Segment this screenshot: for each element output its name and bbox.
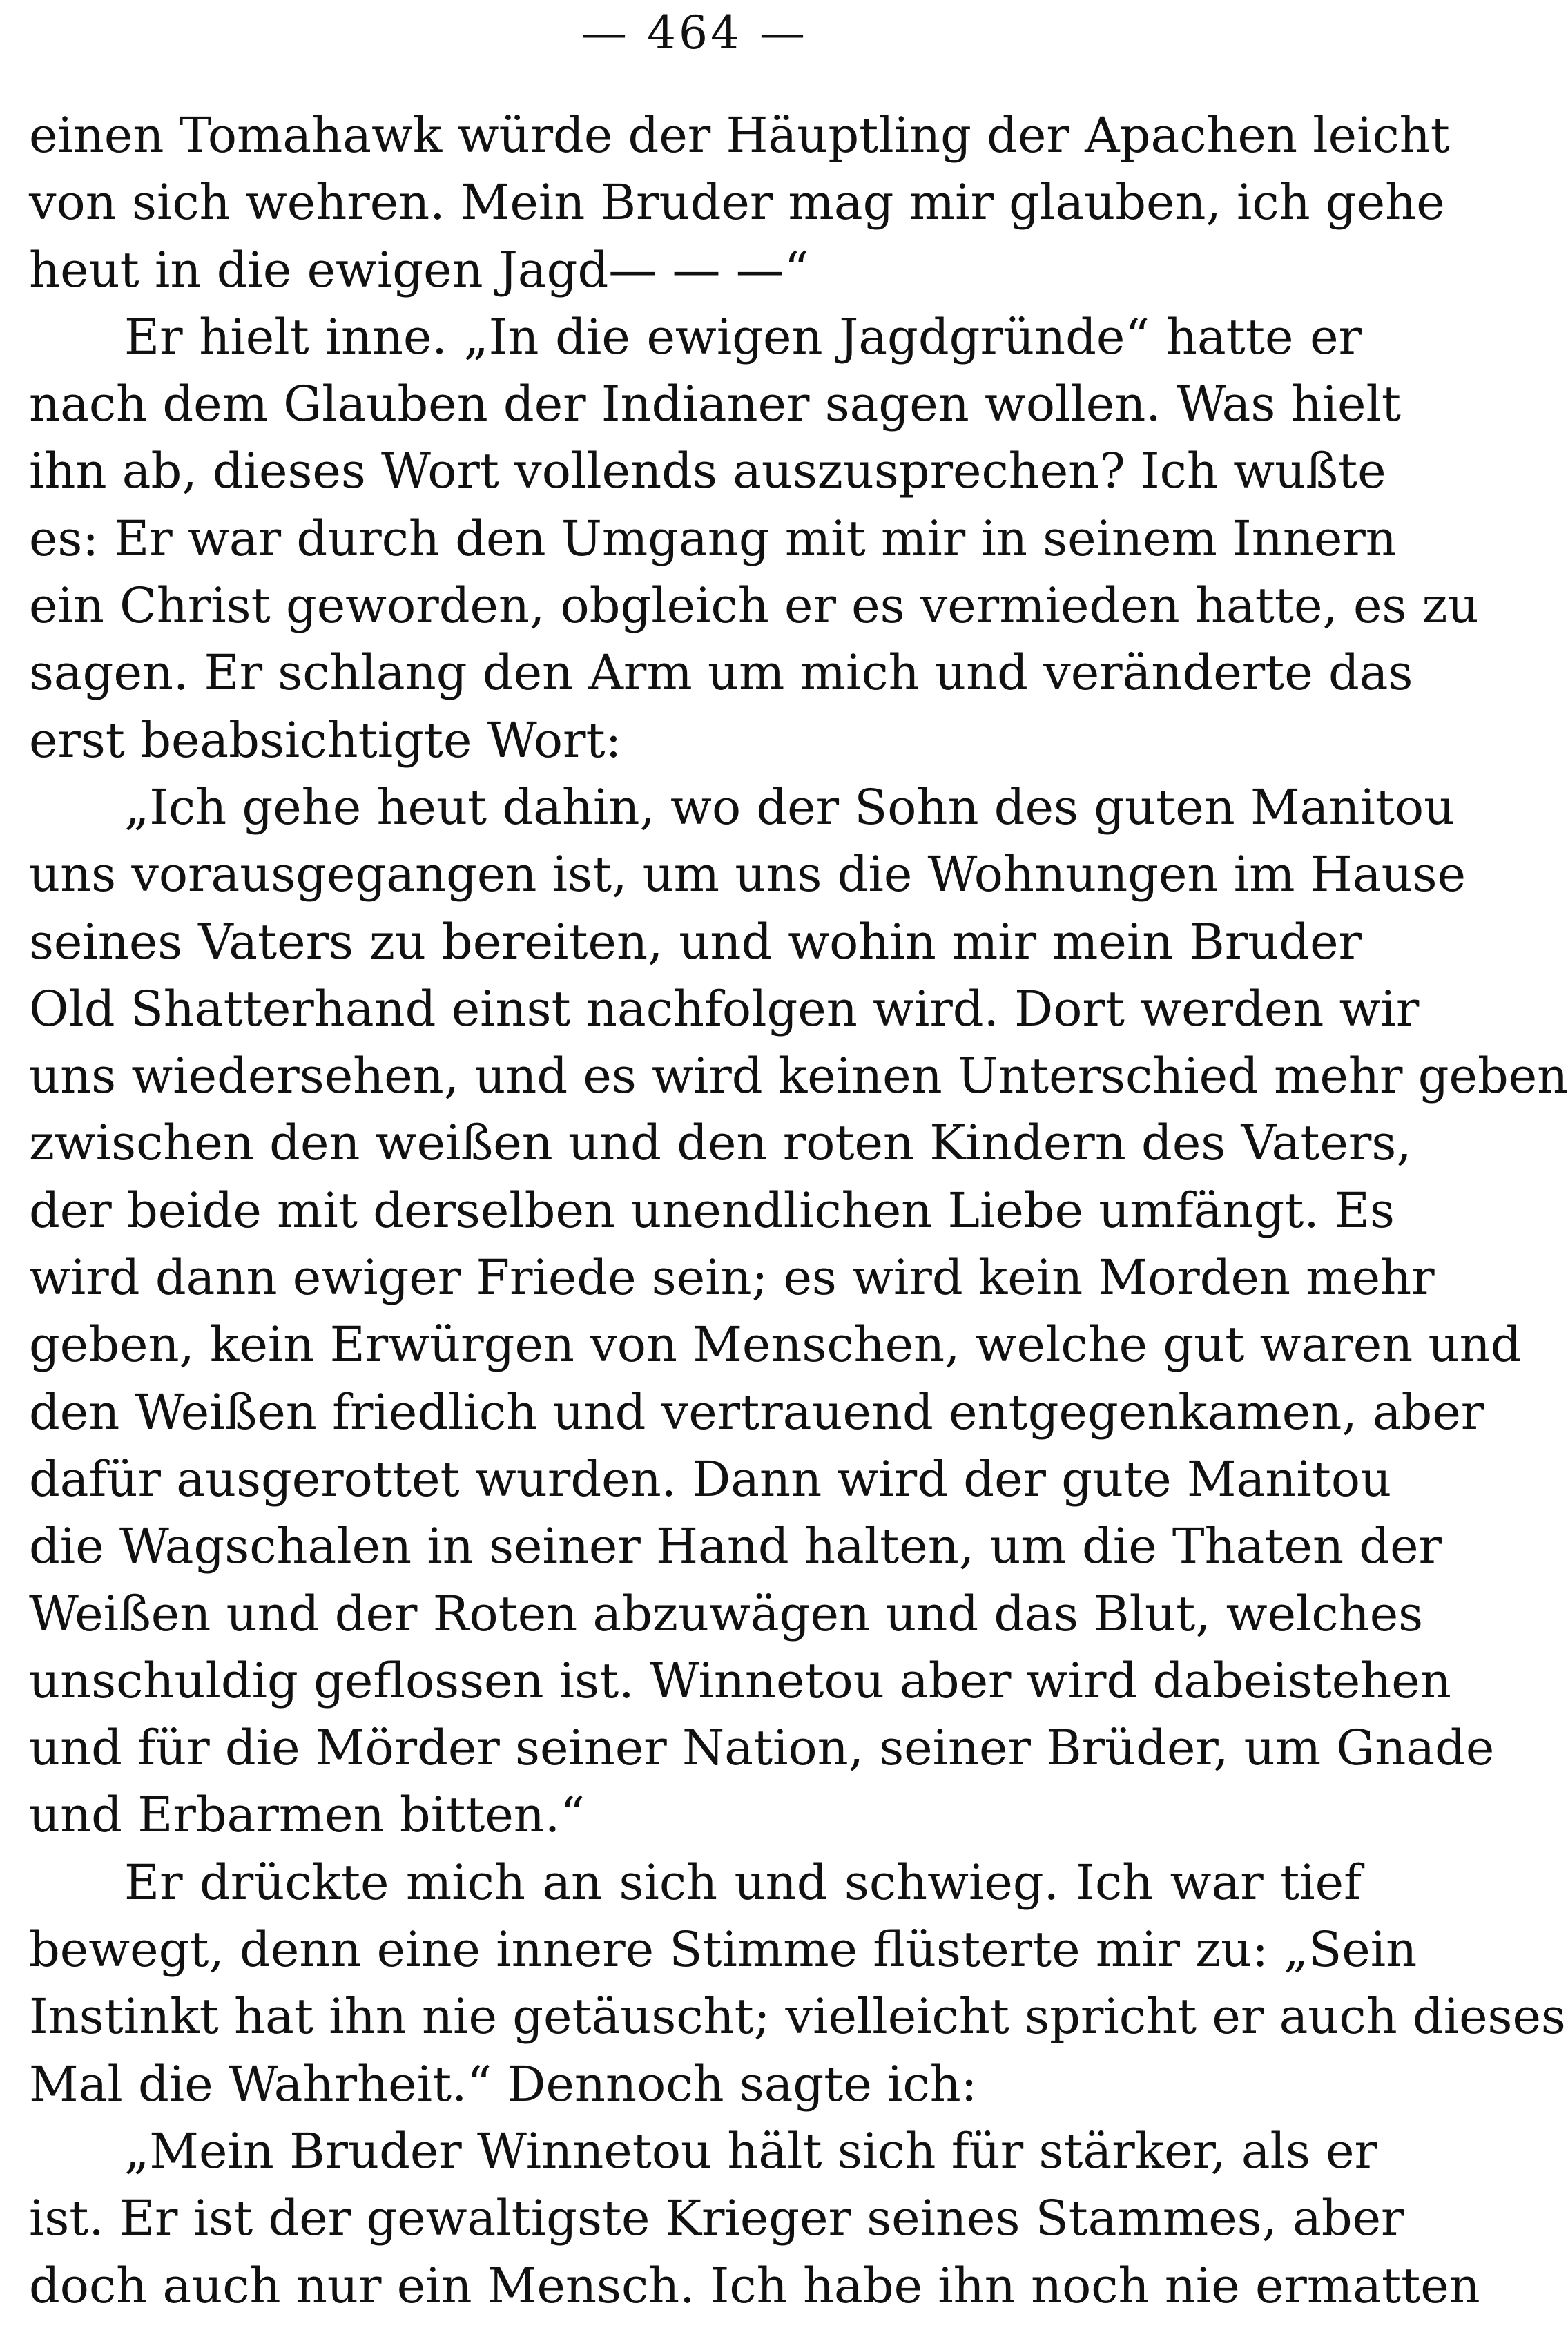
text-line: doch auch nur ein Mensch. Ich habe ihn noch nie ermatten xyxy=(29,2257,1480,2314)
text-line: der beide mit derselben unendlichen Liebe umfängt. Es xyxy=(29,1182,1395,1239)
page-number: — 464 — xyxy=(581,6,808,59)
text-line: einen Tomahawk würde der Häuptling der Apachen leicht xyxy=(29,107,1450,164)
text-line: es: Er war durch den Umgang mit mir in seinem Innern xyxy=(29,510,1397,567)
text-line: sagen. Er schlang den Arm um mich und veränderte das xyxy=(29,644,1413,702)
text-line: Old Shatterhand einst nachfolgen wird. Dort werden wir xyxy=(29,980,1420,1037)
text-line: erst beabsichtigte Wort: xyxy=(29,711,622,769)
paragraph-start-line: Er hielt inne. „In die ewigen Jagdgründe“ hatte er xyxy=(124,308,1362,365)
text-line: wird dann ewiger Friede sein; es wird kein Morden mehr xyxy=(29,1249,1435,1307)
text-line: ihn ab, dieses Wort vollends auszusprechen? Ich wußte xyxy=(29,443,1386,500)
text-line: dafür ausgerottet wurden. Dann wird der gute Manitou xyxy=(29,1450,1392,1508)
text-line: ist. Er ist der gewaltigste Krieger seines Stammes, aber xyxy=(29,2190,1404,2247)
text-line: den Weißen friedlich und vertrauend entgegenkamen, aber xyxy=(29,1383,1484,1441)
text-line: und Erbarmen bitten.“ xyxy=(29,1787,585,1844)
text-line: ein Christ geworden, obgleich er es vermieden hatte, es zu xyxy=(29,577,1479,635)
paragraph-start-line: Er drückte mich an sich und schwieg. Ich war tief xyxy=(124,1854,1362,1911)
text-line: seines Vaters zu bereiten, und wohin mir mein Bruder xyxy=(29,913,1362,970)
paragraph-start-line: „Ich gehe heut dahin, wo der Sohn des guten Manitou xyxy=(124,778,1455,836)
text-line: zwischen den weißen und den roten Kindern des Vaters, xyxy=(29,1115,1412,1172)
body-text xyxy=(29,102,1568,2320)
text-line: heut in die ewigen Jagd— — —“ xyxy=(29,241,809,298)
text-line: und für die Mörder seiner Nation, seiner Brüder, um Gnade xyxy=(29,1720,1495,1777)
paragraph-start-line: „Mein Bruder Winnetou hält sich für stärker, als er xyxy=(124,2122,1378,2179)
text-line: geben, kein Erwürgen von Menschen, welche gut waren und xyxy=(29,1316,1522,1374)
text-line: Instinkt hat ihn nie getäuscht; vielleicht spricht er auch dieses xyxy=(29,1988,1566,2046)
text-line: von sich wehren. Mein Bruder mag mir glauben, ich gehe xyxy=(29,174,1445,231)
text-line: unschuldig geflossen ist. Winnetou aber wird dabeistehen xyxy=(29,1652,1451,1709)
text-line: nach dem Glauben der Indianer sagen wollen. Was hielt xyxy=(29,376,1402,433)
text-line: Weißen und der Roten abzuwägen und das Blut, welches xyxy=(29,1585,1424,1642)
text-line: uns vorausgegangen ist, um uns die Wohnungen im Hause xyxy=(29,846,1466,903)
text-line: bewegt, denn eine innere Stimme flüsterte mir zu: „Sein xyxy=(29,1921,1417,1979)
text-line: Mal die Wahrheit.“ Dennoch sagte ich: xyxy=(29,2055,978,2113)
text-line: uns wiedersehen, und es wird keinen Unterschied mehr geben xyxy=(29,1048,1568,1105)
text-line: die Wagschalen in seiner Hand halten, um die Thaten der xyxy=(29,1518,1442,1575)
